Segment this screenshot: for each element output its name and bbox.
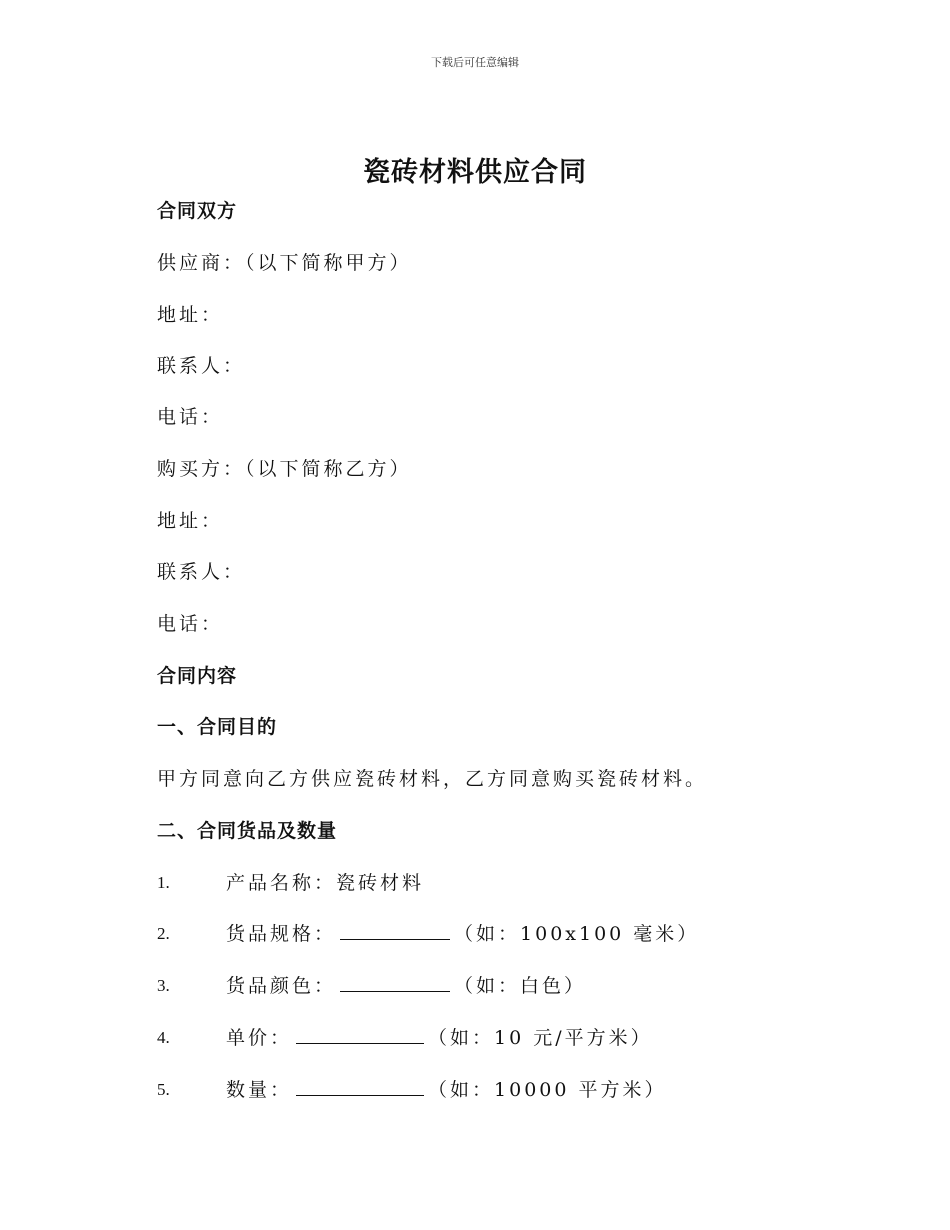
list-item (157, 973, 757, 999)
page-header-note: 下载后可任意编辑 (431, 56, 519, 69)
section2-heading: 二、合同货品及数量 (157, 820, 338, 842)
fill-in-blank (296, 1025, 424, 1044)
list-item-number: 3. (157, 976, 170, 995)
list-item-number: 5. (157, 1080, 170, 1099)
parties-heading: 合同双方 (157, 200, 238, 222)
list-item-note: （如：白色） (454, 975, 587, 997)
list-item-label: 单价： (226, 1027, 293, 1049)
supplier-line: 供应商：（以下简称甲方） (157, 252, 412, 274)
supplier-contact: 联系人： (157, 355, 246, 377)
document-title: 瓷砖材料供应合同 (363, 157, 587, 188)
list-item-note: （如：10000 平方米） (428, 1079, 667, 1101)
list-item-note: （如：100x100 毫米） (454, 923, 700, 945)
list-item-content (226, 1025, 653, 1051)
list-item-content (226, 921, 699, 947)
list-item-number: 4. (157, 1028, 170, 1047)
fill-in-blank (340, 921, 450, 940)
buyer-line: 购买方：（以下简称乙方） (157, 458, 412, 480)
list-item-label: 产品名称：瓷砖材料 (226, 872, 425, 894)
buyer-phone: 电话： (157, 613, 224, 635)
supplier-address: 地址： (157, 304, 224, 326)
fill-in-blank (296, 1077, 424, 1096)
list-item-number: 1. (157, 873, 170, 892)
list-item (157, 1025, 757, 1051)
list-item-label: 数量： (226, 1079, 293, 1101)
list-item (157, 1077, 757, 1103)
list-item-label: 货品颜色： (226, 975, 337, 997)
section1-heading: 一、合同目的 (157, 716, 278, 738)
supplier-phone: 电话： (157, 406, 224, 428)
buyer-address: 地址： (157, 510, 224, 532)
list-item (157, 921, 757, 947)
list-item-content (226, 973, 586, 999)
list-item-note: （如：10 元/平方米） (428, 1027, 653, 1049)
fill-in-blank (340, 973, 450, 992)
buyer-contact: 联系人： (157, 561, 246, 583)
list-item-number: 2. (157, 924, 170, 943)
list-item-content (226, 1077, 667, 1103)
list-item (157, 870, 757, 896)
section1-text: 甲方同意向乙方供应瓷砖材料，乙方同意购买瓷砖材料。 (157, 768, 708, 790)
content-heading: 合同内容 (157, 665, 238, 687)
list-item-label: 货品规格： (226, 923, 337, 945)
